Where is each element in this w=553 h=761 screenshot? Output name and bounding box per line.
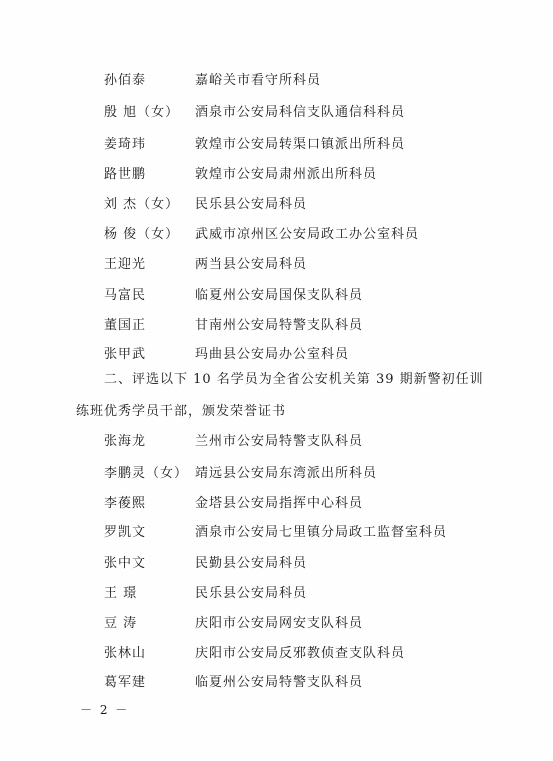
person-name: 张甲武 [104,347,147,362]
page-number: － 2 － [80,703,130,717]
person-name: 豆 涛 [104,616,138,631]
person-name: 葛军建 [104,675,147,690]
person-position: 酒泉市公安局科信支队通信科科员 [195,105,406,120]
person-name: 杨 俊（女） [104,227,180,242]
person-name: 马富民 [104,288,147,303]
person-position: 玛曲县公安局办公室科员 [195,347,350,362]
person-position: 金塔县公安局指挥中心科员 [195,496,364,511]
person-position: 甘南州公安局特警支队科员 [195,318,364,333]
person-name: 李葰熙 [104,496,147,511]
person-name: 殷 旭（女） [104,105,180,120]
person-position: 靖远县公安局东湾派出所科员 [195,466,378,481]
person-position: 临夏州公安局国保支队科员 [195,288,364,303]
person-position: 两当县公安局科员 [195,257,308,272]
section-line-2: 练班优秀学员干部，颁发荣誉证书 [76,404,287,419]
person-position: 酒泉市公安局七里镇分局政工监督室科员 [195,525,448,540]
person-name: 张海龙 [104,434,147,449]
person-position: 敦煌市公安局转渠口镇派出所科员 [195,137,406,152]
person-position: 民乐县公安局科员 [195,586,308,601]
person-position: 民乐县公安局科员 [195,197,308,212]
person-position: 民勤县公安局科员 [195,556,308,571]
person-position: 兰州市公安局特警支队科员 [195,434,364,449]
person-name: 路世鹏 [104,167,147,182]
person-name: 王迎光 [104,257,147,272]
section-paragraph [76,364,486,428]
person-name: 李鹏灵（女） [104,466,189,481]
section-line-1: 二、评选以下 10 名学员为全省公安机关第 39 期新警初任训 [104,372,484,387]
person-position: 嘉峪关市看守所科员 [195,73,322,88]
person-name: 张林山 [104,646,147,661]
person-name: 姜琦玮 [104,137,147,152]
person-position: 敦煌市公安局肃州派出所科员 [195,167,378,182]
person-name: 王 璟 [104,586,138,601]
person-position: 庆阳市公安局反邪教侦查支队科员 [195,646,406,661]
person-name: 罗凯文 [104,525,147,540]
person-position: 庆阳市公安局网安支队科员 [195,616,364,631]
person-name: 董国正 [104,318,147,333]
person-name: 孙佰泰 [104,73,147,88]
person-position: 临夏州公安局特警支队科员 [195,675,364,690]
person-position: 武威市凉州区公安局政工办公室科员 [195,227,420,242]
person-name: 刘 杰（女） [104,197,180,212]
person-name: 张中文 [104,556,147,571]
